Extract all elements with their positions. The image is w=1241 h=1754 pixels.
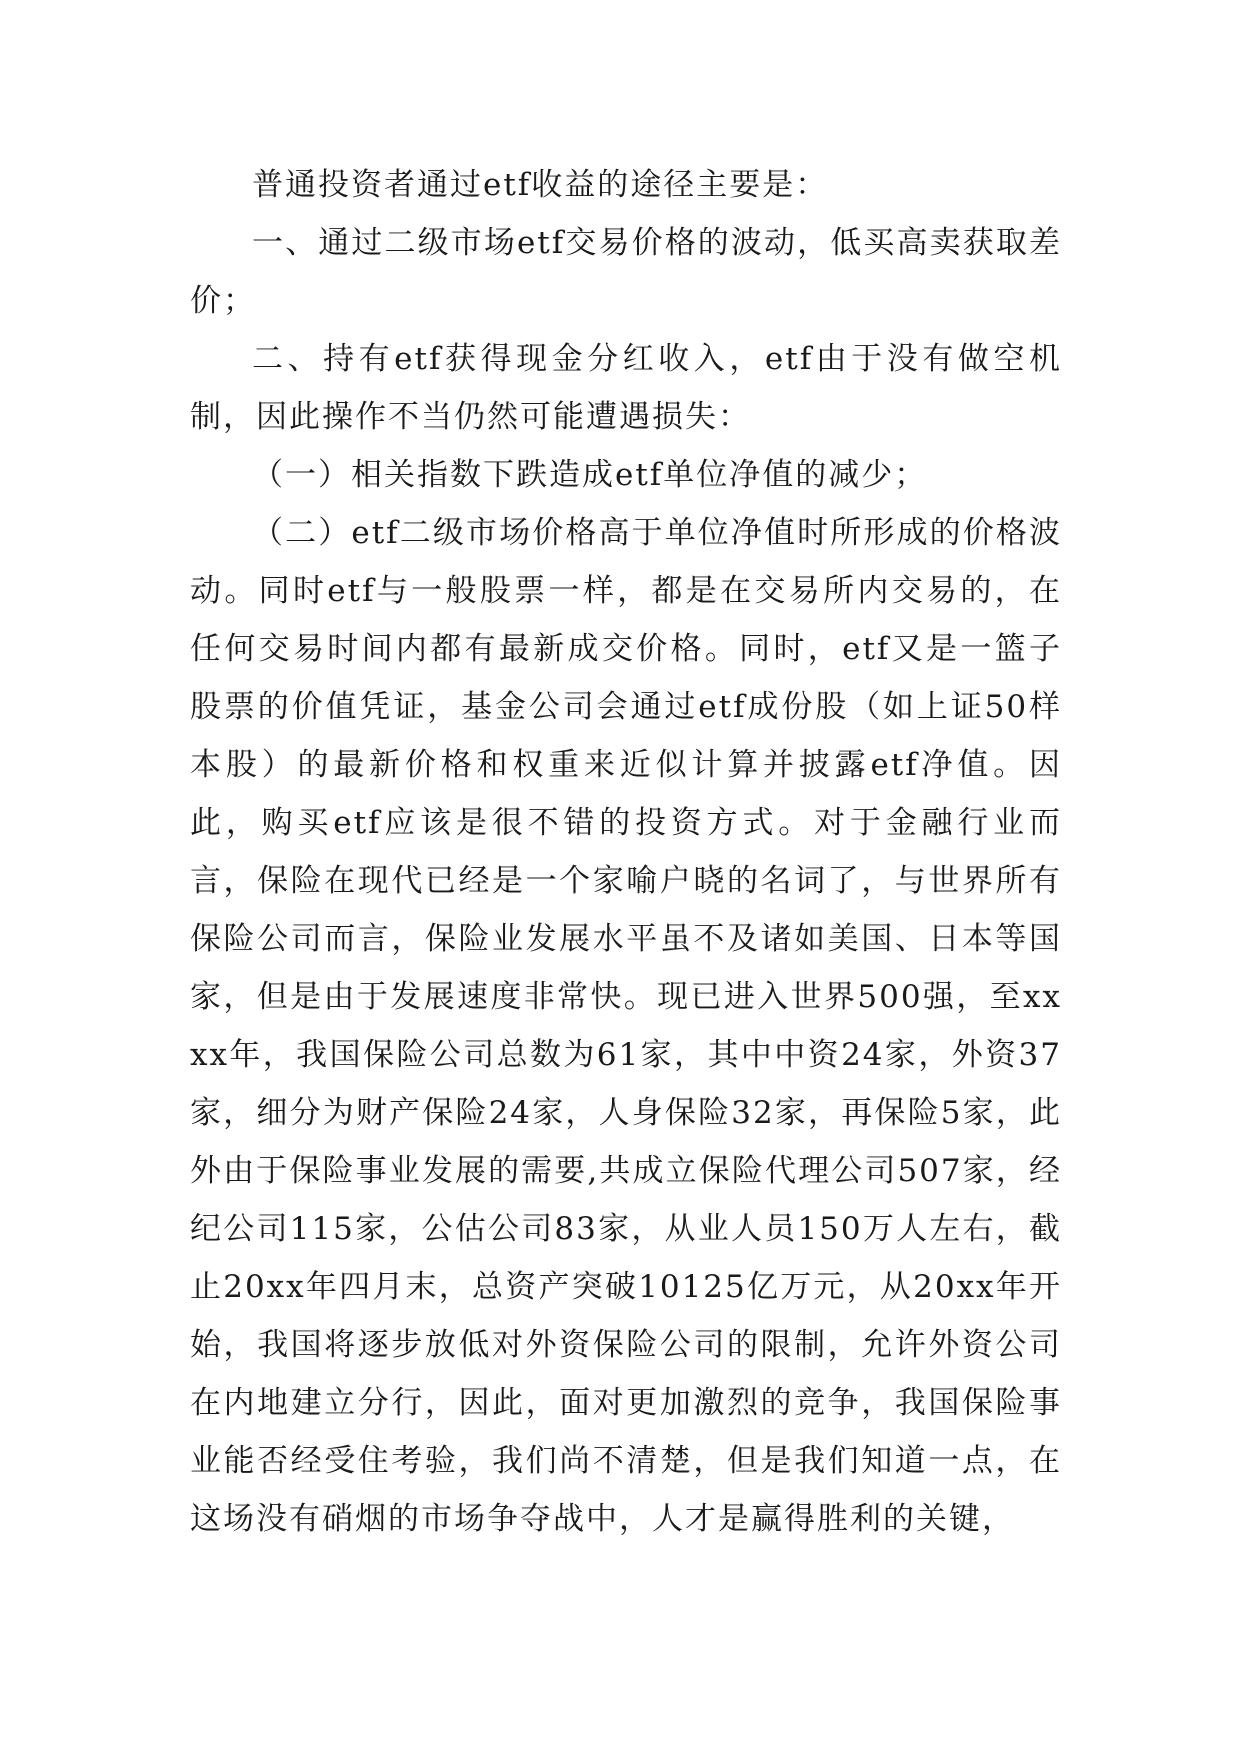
paragraph-second-way: 二、持有etf获得现金分红收入，etf由于没有做空机制，因此操作不当仍然可能遭遇损失： [190, 341, 1062, 435]
paragraph-risk-two-and-insurance: （二）etf二级市场价格高于单位净值时所形成的价格波动。同时etf与一般股票一样，都是在交易所内交易的，在任何交易时间内都有最新成交价格。同时，etf又是一篮子股票的价值凭证，基金公司会通过etf成份股（如上证50样本股）的最新价格和权重来近似计算并披露etf净值。因此，购买etf应该是很不错的投资方式。对于金融行业而言，保险在现代已经是一个家喻户晓的名词了，与世界所有保险公司而言，保险业发展水平虽不及诸如美国、日本等国家，但是由于发展速度非常快。现已进入世界500强，至xxxx年，我国保险公司总数为61家，其中中资24家，外资37家，细分为财产保险24家，人身保险32家，再保险5家，此外由于保险事业发展的需要,共成立保险代理公司507家，经纪公司115家，公估公司83家，从业人员150万人左右，截止20xx年四月末，总资产突破10125亿万元，从20xx年开始，我国将逐步放低对外资保险公司的限制，允许外资公司在内地建立分行，因此，面对更加激烈的竞争，我国保险事业能否经受住考验，我们尚不清楚，但是我们知道一点，在这场没有硝烟的市场争夺战中，人才是赢得胜利的关键， [190, 515, 1062, 1537]
paragraph-first-way: 一、通过二级市场etf交易价格的波动，低买高卖获取差价； [190, 225, 1062, 319]
document-body [190, 156, 1062, 1548]
paragraph-etf-income-intro: 普通投资者通过etf收益的途径主要是： [252, 167, 829, 203]
paragraph-risk-one: （一）相关指数下跌造成etf单位净值的减少； [252, 457, 928, 493]
